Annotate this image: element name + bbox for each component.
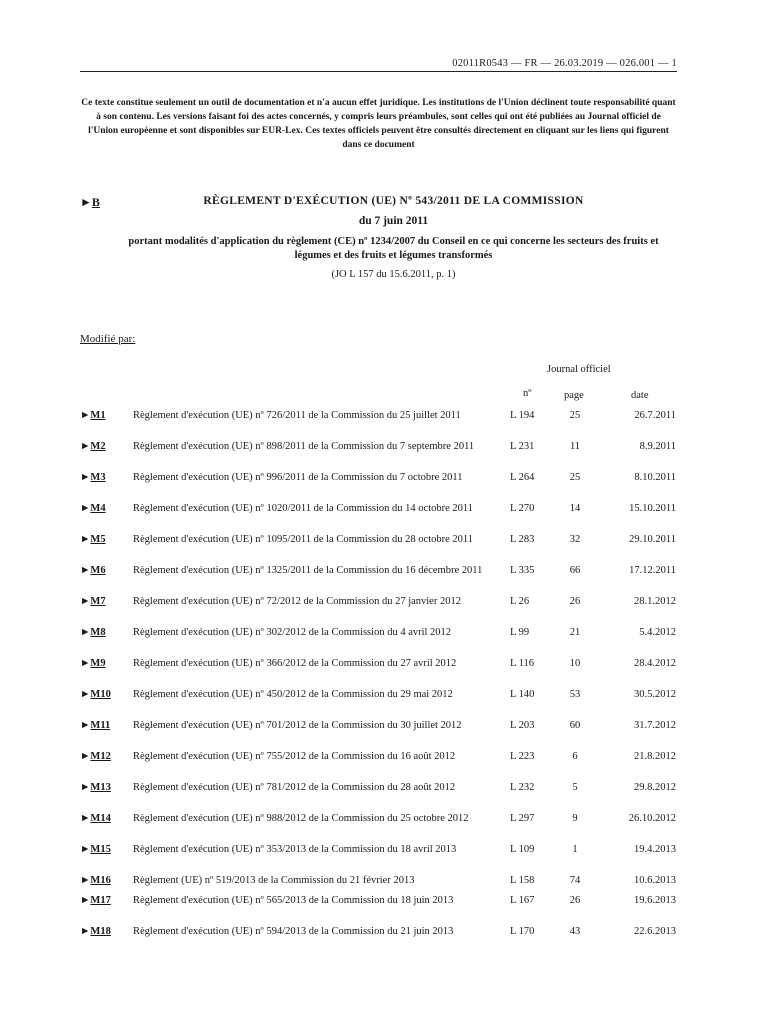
journal-date: 21.8.2012 bbox=[634, 751, 676, 762]
amendment-title: Règlement d'exécution (UE) nº 565/2013 de la Commission du 18 juin 2013 bbox=[133, 895, 454, 906]
amendment-row bbox=[0, 875, 770, 895]
arrow-icon: ► bbox=[80, 195, 92, 209]
journal-number: L 264 bbox=[510, 472, 535, 483]
journal-date: 28.1.2012 bbox=[634, 596, 676, 607]
amendment-row bbox=[0, 503, 770, 534]
journal-date: 22.6.2013 bbox=[634, 926, 676, 937]
arrow-icon: ► bbox=[80, 472, 91, 483]
arrow-icon: ► bbox=[80, 658, 91, 669]
amendment-title: Règlement d'exécution (UE) nº 72/2012 de la Commission du 27 janvier 2012 bbox=[133, 596, 461, 607]
document-reference: 02011R0543 — FR — 26.03.2019 — 026.001 — 1 bbox=[452, 58, 677, 69]
journal-date: 10.6.2013 bbox=[634, 875, 676, 886]
amendment-title: Règlement d'exécution (UE) nº 701/2012 de la Commission du 30 juillet 2012 bbox=[133, 720, 462, 731]
amendment-row bbox=[0, 751, 770, 782]
amendment-code-link[interactable]: M9 bbox=[90, 658, 106, 669]
journal-number: L 109 bbox=[510, 844, 535, 855]
amendment-row bbox=[0, 844, 770, 875]
amendment-marker[interactable] bbox=[80, 813, 111, 824]
amendment-code-link[interactable]: M18 bbox=[90, 926, 111, 937]
journal-page: 53 bbox=[569, 689, 581, 700]
amendment-row bbox=[0, 565, 770, 596]
amendment-marker[interactable] bbox=[80, 844, 111, 855]
amendment-title: Règlement d'exécution (UE) nº 726/2011 de la Commission du 25 juillet 2011 bbox=[133, 410, 461, 421]
arrow-icon: ► bbox=[80, 844, 91, 855]
journal-date: 31.7.2012 bbox=[634, 720, 676, 731]
official-journal-reference: (JO L 157 du 15.6.2011, p. 1) bbox=[331, 269, 456, 280]
journal-page: 43 bbox=[569, 926, 581, 937]
amendment-title: Règlement d'exécution (UE) nº 755/2012 de la Commission du 16 août 2012 bbox=[133, 751, 456, 762]
journal-date: 19.6.2013 bbox=[634, 895, 676, 906]
amendment-title: Règlement d'exécution (UE) nº 366/2012 de la Commission du 27 avril 2012 bbox=[133, 658, 457, 669]
amendment-code-link[interactable]: M4 bbox=[90, 503, 106, 514]
amendment-title: Règlement d'exécution (UE) nº 450/2012 de la Commission du 29 mai 2012 bbox=[133, 689, 453, 700]
journal-date: 29.8.2012 bbox=[634, 782, 676, 793]
amendment-row bbox=[0, 689, 770, 720]
journal-date: 19.4.2013 bbox=[634, 844, 676, 855]
journal-number: L 231 bbox=[510, 441, 535, 452]
journal-page: 32 bbox=[569, 534, 581, 545]
amendment-marker[interactable] bbox=[80, 875, 111, 886]
column-page: page bbox=[564, 390, 584, 401]
amendment-row bbox=[0, 658, 770, 689]
arrow-icon: ► bbox=[80, 720, 91, 731]
journal-date: 15.10.2011 bbox=[629, 503, 676, 514]
arrow-icon: ► bbox=[80, 503, 91, 514]
arrow-icon: ► bbox=[80, 875, 91, 886]
journal-page: 25 bbox=[569, 472, 581, 483]
arrow-icon: ► bbox=[80, 441, 91, 452]
journal-page: 5 bbox=[572, 782, 578, 793]
journal-date: 8.9.2011 bbox=[639, 441, 676, 452]
journal-page: 66 bbox=[569, 565, 581, 576]
arrow-icon: ► bbox=[80, 410, 91, 421]
amendment-title: Règlement d'exécution (UE) nº 1325/2011 de la Commission du 16 décembre 2011 bbox=[133, 565, 483, 576]
journal-page: 14 bbox=[569, 503, 581, 514]
arrow-icon: ► bbox=[80, 689, 91, 700]
journal-page: 26 bbox=[569, 596, 581, 607]
journal-date: 17.12.2011 bbox=[629, 565, 676, 576]
journal-number: L 194 bbox=[510, 410, 535, 421]
amendment-title: Règlement d'exécution (UE) nº 353/2013 de la Commission du 18 avril 2013 bbox=[133, 844, 457, 855]
journal-number: L 170 bbox=[510, 926, 535, 937]
arrow-icon: ► bbox=[80, 782, 91, 793]
amendment-row bbox=[0, 534, 770, 565]
amendment-code-link[interactable]: M1 bbox=[90, 410, 106, 421]
amendment-marker[interactable] bbox=[80, 410, 106, 421]
document-subject: portant modalités d'application du règlement (CE) nº 1234/2007 du Conseil en ce qui concerne les secteurs des fruits et légumes et des fruits et légumes transformés bbox=[128, 236, 659, 261]
document-title: RÈGLEMENT D'EXÉCUTION (UE) Nº 543/2011 DE LA COMMISSION bbox=[203, 195, 584, 207]
journal-page: 60 bbox=[569, 720, 581, 731]
amendment-code-link[interactable]: M17 bbox=[90, 895, 111, 906]
journal-page: 26 bbox=[569, 895, 581, 906]
journal-table-header bbox=[0, 364, 770, 404]
journal-page: 74 bbox=[569, 875, 581, 886]
journal-page: 11 bbox=[569, 441, 581, 452]
amendment-marker[interactable] bbox=[80, 534, 106, 545]
amendment-code-link[interactable]: M8 bbox=[90, 627, 106, 638]
journal-date: 26.7.2011 bbox=[634, 410, 676, 421]
amendment-marker[interactable] bbox=[80, 627, 106, 638]
amendment-marker[interactable] bbox=[80, 596, 106, 607]
amendment-title: Règlement d'exécution (UE) nº 996/2011 de la Commission du 7 octobre 2011 bbox=[133, 472, 463, 483]
journal-page: 10 bbox=[569, 658, 581, 669]
amendment-marker[interactable] bbox=[80, 565, 106, 576]
journal-number: L 335 bbox=[510, 565, 535, 576]
journal-date: 26.10.2012 bbox=[628, 813, 676, 824]
journal-number: L 26 bbox=[510, 596, 530, 607]
amendment-title: Règlement d'exécution (UE) nº 594/2013 de la Commission du 21 juin 2013 bbox=[133, 926, 454, 937]
amendment-code-link[interactable]: M5 bbox=[90, 534, 106, 545]
journal-page: 6 bbox=[572, 751, 578, 762]
amendment-marker[interactable] bbox=[80, 782, 111, 793]
journal-date: 8.10.2011 bbox=[634, 472, 676, 483]
document-date: du 7 juin 2011 bbox=[358, 215, 429, 227]
amendment-marker[interactable] bbox=[80, 720, 110, 731]
amendment-code-link[interactable]: M14 bbox=[90, 813, 111, 824]
amendment-row bbox=[0, 813, 770, 844]
amendment-marker[interactable] bbox=[80, 658, 106, 669]
amendment-row bbox=[0, 472, 770, 503]
base-act-link[interactable]: B bbox=[91, 195, 100, 209]
journal-number: L 158 bbox=[510, 875, 535, 886]
arrow-icon: ► bbox=[80, 926, 91, 937]
amendment-code-link[interactable]: M7 bbox=[90, 596, 106, 607]
amendment-code-link[interactable]: M6 bbox=[90, 565, 106, 576]
amendment-marker[interactable] bbox=[80, 926, 111, 937]
amendment-title: Règlement d'exécution (UE) nº 302/2012 de la Commission du 4 avril 2012 bbox=[133, 627, 452, 638]
journal-page: 21 bbox=[569, 627, 581, 638]
amendment-row bbox=[0, 720, 770, 751]
amendment-code-link[interactable]: M3 bbox=[90, 472, 106, 483]
journal-number: L 167 bbox=[510, 895, 535, 906]
journal-page: 9 bbox=[572, 813, 578, 824]
journal-number: L 270 bbox=[510, 503, 535, 514]
journal-number: L 99 bbox=[510, 627, 530, 638]
amendment-title: Règlement d'exécution (UE) nº 988/2012 de la Commission du 25 octobre 2012 bbox=[133, 813, 469, 824]
arrow-icon: ► bbox=[80, 895, 91, 906]
amendment-title: Règlement d'exécution (UE) nº 1020/2011 de la Commission du 14 octobre 2011 bbox=[133, 503, 474, 514]
amendment-row bbox=[0, 441, 770, 472]
amendment-marker[interactable] bbox=[80, 472, 106, 483]
journal-number: L 283 bbox=[510, 534, 535, 545]
arrow-icon: ► bbox=[80, 596, 91, 607]
journal-number: L 297 bbox=[510, 813, 535, 824]
journal-date: 29.10.2011 bbox=[629, 534, 676, 545]
journal-number: L 140 bbox=[510, 689, 535, 700]
amendment-marker[interactable] bbox=[80, 503, 106, 514]
base-act-marker[interactable] bbox=[80, 195, 100, 210]
amendment-code-link[interactable]: M11 bbox=[90, 720, 111, 731]
document-title-block bbox=[110, 195, 677, 280]
amendment-row bbox=[0, 926, 770, 957]
arrow-icon: ► bbox=[80, 627, 91, 638]
journal-date: 30.5.2012 bbox=[634, 689, 676, 700]
journal-page: 25 bbox=[569, 410, 581, 421]
journal-date: 28.4.2012 bbox=[634, 658, 676, 669]
amendment-marker[interactable] bbox=[80, 689, 111, 700]
amendment-row bbox=[0, 596, 770, 627]
amendment-title: Règlement d'exécution (UE) nº 1095/2011 de la Commission du 28 octobre 2011 bbox=[133, 534, 474, 545]
amendment-code-link[interactable]: M2 bbox=[90, 441, 106, 452]
arrow-icon: ► bbox=[80, 813, 91, 824]
arrow-icon: ► bbox=[80, 751, 91, 762]
legal-disclaimer: Ce texte constitue seulement un outil de documentation et n'a aucun effet juridique. Les institutions de l'Union déclinent toute responsabilité quant à son contenu. Les versions faisant foi des actes concernés, y compris leurs préambules, sont celles qui ont été publiées au Journal officiel de l'Union européenne et sont disponibles sur EUR-Lex. Ces textes officiels peuvent être consultés directement en cliquant sur les liens qui figurent dans ce document bbox=[81, 98, 676, 150]
journal-number: L 223 bbox=[510, 751, 535, 762]
journal-title: Journal officiel bbox=[547, 364, 611, 375]
journal-number: L 203 bbox=[510, 720, 535, 731]
amendment-title: Règlement (UE) nº 519/2013 de la Commission du 21 février 2013 bbox=[133, 875, 415, 886]
amendment-marker[interactable] bbox=[80, 441, 106, 452]
arrow-icon: ► bbox=[80, 565, 91, 576]
amendment-row bbox=[0, 627, 770, 658]
amendment-title: Règlement d'exécution (UE) nº 898/2011 de la Commission du 7 septembre 2011 bbox=[133, 441, 475, 452]
amendment-marker[interactable] bbox=[80, 895, 111, 906]
amendment-code-link[interactable]: M10 bbox=[90, 689, 111, 700]
amendment-code-link[interactable]: M12 bbox=[90, 751, 111, 762]
journal-date: 5.4.2012 bbox=[639, 627, 676, 638]
amendment-row bbox=[0, 895, 770, 926]
amendments-table bbox=[0, 410, 770, 957]
journal-page: 1 bbox=[572, 844, 578, 855]
journal-number: L 116 bbox=[510, 658, 535, 669]
arrow-icon: ► bbox=[80, 534, 91, 545]
amendment-row bbox=[0, 782, 770, 813]
column-date: date bbox=[631, 390, 649, 401]
column-number: nº bbox=[523, 388, 532, 399]
amendment-title: Règlement d'exécution (UE) nº 781/2012 de la Commission du 28 août 2012 bbox=[133, 782, 456, 793]
amendment-code-link[interactable]: M15 bbox=[90, 844, 111, 855]
journal-number: L 232 bbox=[510, 782, 535, 793]
amendment-marker[interactable] bbox=[80, 751, 111, 762]
modified-by-heading: Modifié par: bbox=[80, 333, 136, 345]
document-header bbox=[80, 58, 677, 72]
amendment-row bbox=[0, 410, 770, 441]
amendment-code-link[interactable]: M13 bbox=[90, 782, 111, 793]
amendment-code-link[interactable]: M16 bbox=[90, 875, 111, 886]
